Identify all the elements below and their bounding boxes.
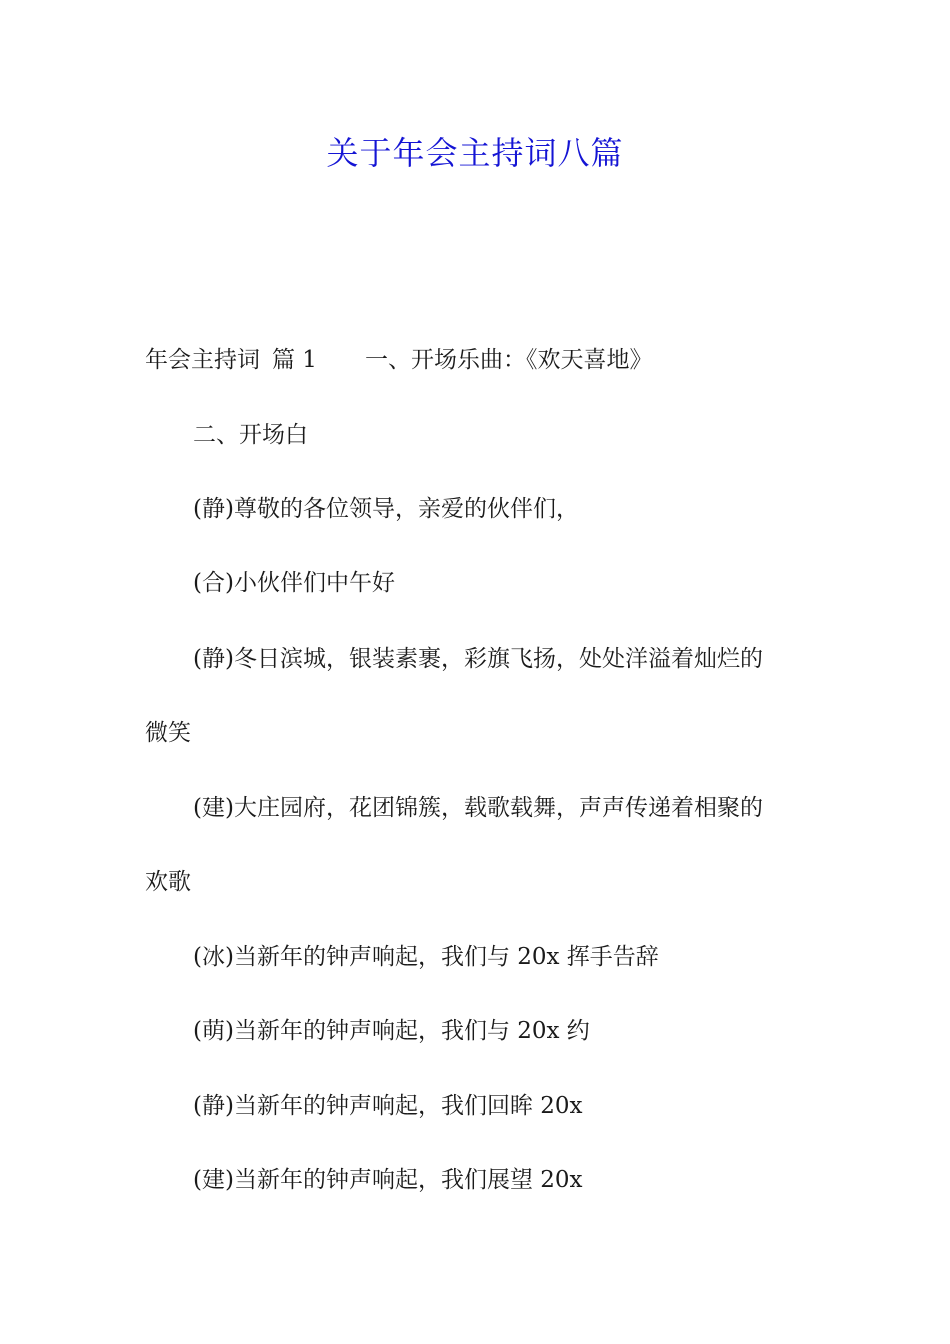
paragraph: (静)冬日滨城，银装素裹，彩旗飞扬，处处洋溢着灿烂的	[193, 646, 763, 672]
paragraph-continuation: 微笑	[145, 720, 191, 746]
paragraph: (静)当新年的钟声响起，我们回眸 20x	[193, 1093, 583, 1119]
paragraph: (建)大庄园府，花团锦簇，载歌载舞，声声传递着相聚的	[193, 795, 763, 821]
section-heading-line	[145, 345, 652, 375]
document-title: 关于年会主持词八篇	[326, 134, 624, 172]
heading-part: 篇 1	[272, 347, 317, 373]
paragraph-continuation: 欢歌	[145, 869, 191, 895]
paragraph: (建)当新年的钟声响起，我们展望 20x	[193, 1167, 583, 1193]
paragraph: (萌)当新年的钟声响起，我们与 20x 约	[193, 1018, 590, 1044]
paragraph-opening-speech: 二、开场白	[193, 422, 308, 448]
heading-label: 年会主持词	[145, 347, 260, 373]
opening-music-item: 一、开场乐曲：《欢天喜地》	[364, 347, 653, 373]
paragraph: (静)尊敬的各位领导，亲爱的伙伴们，	[193, 496, 579, 522]
paragraph: (冰)当新年的钟声响起，我们与 20x 挥手告辞	[193, 944, 659, 970]
paragraph: (合)小伙伴们中午好	[193, 570, 395, 596]
